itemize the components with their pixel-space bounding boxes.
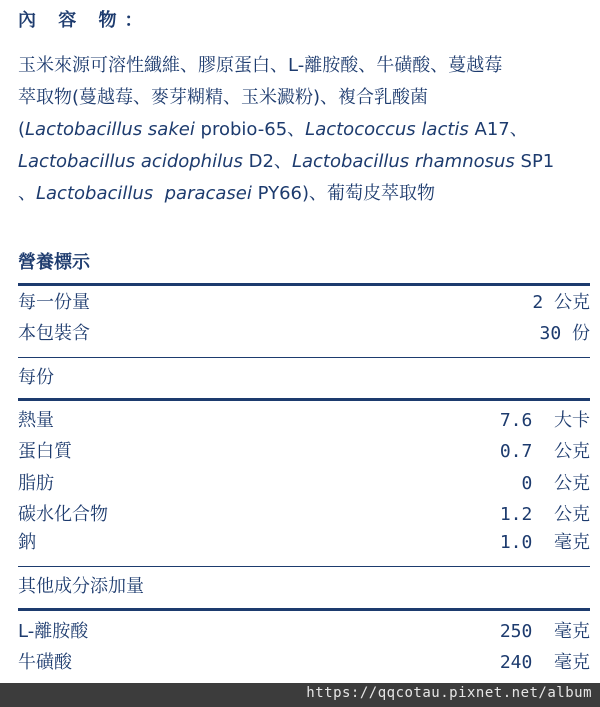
fact-row: [18, 529, 590, 557]
serving-row: [18, 320, 590, 348]
ingredients-line: [18, 114, 590, 146]
strain-text: PY66)、葡萄皮萃取物: [251, 183, 435, 204]
species-name: Lactobacillus sakei: [25, 119, 195, 140]
row-value: 0 公克: [521, 473, 590, 494]
row-value: 250 毫克: [499, 621, 590, 642]
other-row: [18, 649, 590, 677]
strain-text: A17、: [468, 119, 528, 140]
rule-thin: [18, 566, 590, 567]
row-value: 240 毫克: [499, 652, 590, 673]
row-value: 1.2 公克: [499, 504, 590, 525]
row-value: 2 公克: [532, 292, 590, 313]
serving-row: [18, 289, 590, 317]
row-label: 脂肪: [18, 473, 54, 494]
per-serving-label: 每份: [18, 367, 54, 388]
strain-text: SP1: [514, 151, 555, 172]
species-name: Lactobacillus acidophilus: [18, 151, 243, 172]
strain-text: probio-65、: [194, 119, 306, 140]
separator: 、: [18, 183, 36, 204]
row-label: 本包裝含: [18, 323, 90, 344]
other-label: 其他成分添加量: [18, 576, 144, 597]
rule-thin: [18, 357, 590, 358]
nutrition-title: 營養標示: [18, 252, 90, 273]
ingredients-title: 內 容 物：: [18, 10, 151, 31]
fact-row: [18, 501, 590, 529]
strain-text: D2、: [242, 151, 292, 172]
species-name: Lactobacillus paracasei: [36, 183, 252, 204]
other-row: [18, 618, 590, 646]
ingredients-body: [18, 50, 590, 210]
row-label: 蛋白質: [18, 441, 72, 462]
row-label: 碳水化合物: [18, 504, 108, 525]
row-value: 1.0 毫克: [499, 532, 590, 553]
row-value: 7.6 大卡: [499, 410, 590, 431]
watermark-text: https://qqcotau.pixnet.net/album: [306, 685, 592, 701]
ingredients-line: [18, 178, 590, 210]
species-name: Lactobacillus rhamnosus: [291, 151, 515, 172]
row-label: 鈉: [18, 532, 36, 553]
ingredients-line: 玉米來源可溶性纖維、膠原蛋白、L-離胺酸、牛磺酸、蔓越莓: [18, 55, 503, 76]
fact-row: [18, 438, 590, 466]
rule-thick: [18, 608, 590, 611]
fact-row: [18, 470, 590, 498]
species-name: Lactococcus lactis: [305, 119, 469, 140]
rule-thick: [18, 283, 590, 286]
row-label: 每一份量: [18, 292, 90, 313]
row-label: 牛磺酸: [18, 652, 72, 673]
ingredients-line: [18, 146, 590, 178]
rule-thick: [18, 398, 590, 401]
row-label: 熱量: [18, 410, 54, 431]
fact-row: [18, 407, 590, 435]
row-value: 0.7 公克: [499, 441, 590, 462]
ingredients-line: 萃取物(蔓越莓、麥芽糊精、玉米澱粉)、複合乳酸菌: [18, 87, 429, 108]
footer-bar: [0, 683, 600, 707]
paren-open: (: [18, 119, 26, 140]
row-label: L-離胺酸: [18, 621, 89, 642]
row-value: 30 份: [539, 323, 590, 344]
